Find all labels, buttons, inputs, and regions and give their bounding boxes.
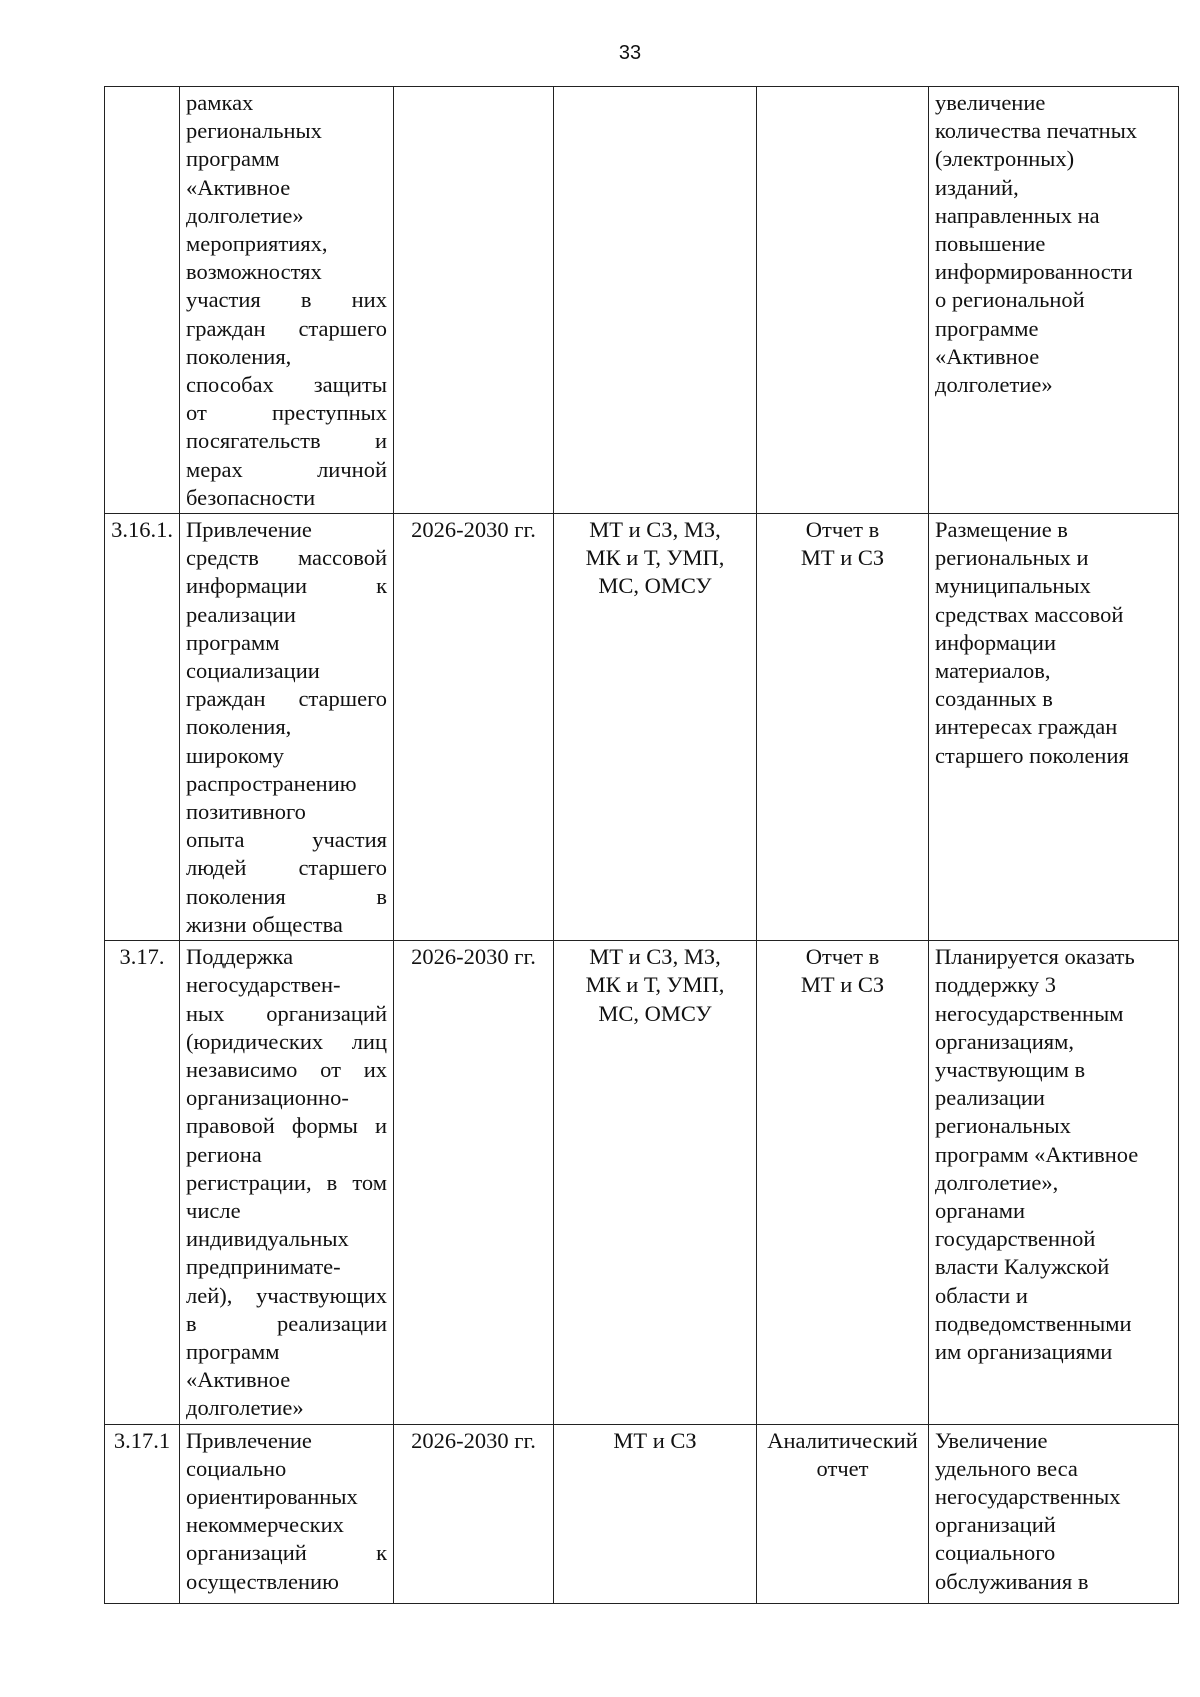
cell-text-line: МК и Т, УМП, (585, 545, 725, 571)
cell-text-line: старшего поколения (935, 742, 1129, 768)
word: способах (186, 372, 274, 398)
word: массовой (297, 545, 387, 571)
cell-text-line: Аналитический (767, 1427, 918, 1453)
cell-text-line: участвующим в (935, 1056, 1086, 1082)
cell-text-line: МС, ОМСУ (598, 1000, 712, 1026)
cell-text-line: региональных (186, 118, 322, 144)
cell-text-line: возможностях (186, 259, 322, 285)
measure-name (180, 514, 394, 941)
cell-text-line: реализации (935, 1085, 1045, 1111)
word: мерах (186, 456, 243, 482)
expected-result (929, 1424, 1179, 1603)
word: их (363, 1056, 387, 1082)
table-row (105, 941, 1179, 1424)
cell-text-line: МС, ОМСУ (598, 573, 712, 599)
cell-text-line: обслуживания в (935, 1568, 1089, 1594)
cell-text-line: программ (186, 146, 280, 172)
cell-text-line (186, 685, 387, 713)
cell-text-line (186, 427, 387, 455)
cell-text-line (186, 315, 387, 343)
cell-text-line: о региональной (935, 287, 1085, 313)
cell-text-line: Отчет в (805, 517, 880, 543)
word: защиты (313, 372, 387, 398)
responsible-executors (554, 514, 757, 941)
cell-text-line: удельного веса (935, 1455, 1078, 1481)
row-number: 3.17. (105, 941, 180, 1424)
word: средств (186, 545, 259, 571)
expected-result (929, 514, 1179, 941)
report-form (757, 87, 929, 514)
cell-text-line (186, 826, 387, 854)
word: поколения (186, 883, 286, 909)
cell-text-line: Привлечение (186, 1427, 312, 1453)
expected-result (929, 941, 1179, 1424)
word: от (186, 400, 207, 426)
cell-text-line: (электронных) (935, 146, 1075, 172)
implementation-period: 2026-2030 гг. (394, 514, 554, 941)
cell-text-line: индивидуальных (186, 1226, 349, 1252)
cell-text-line: поколения, (186, 714, 292, 740)
cell-text-line: позитивного (186, 799, 306, 825)
word: правовой (186, 1113, 275, 1139)
table-row (105, 1424, 1179, 1603)
cell-text-line: долголетие» (186, 202, 304, 228)
responsible-executors (554, 1424, 757, 1603)
report-form (757, 514, 929, 941)
cell-text-line: мероприятиях, (186, 231, 328, 257)
cell-text-line: направленных на (935, 202, 1100, 228)
cell-text-line: региона (186, 1141, 262, 1167)
word: граждан (186, 315, 266, 341)
cell-text-line (186, 883, 387, 911)
cell-text-line: «Активное (186, 1367, 291, 1393)
word: организаций (266, 1000, 387, 1026)
cell-text-line (186, 371, 387, 399)
cell-text-line: Отчет в (805, 944, 880, 970)
cell-text-line (186, 1282, 387, 1310)
cell-text-line: негосударственным (935, 1000, 1124, 1026)
word: граждан (186, 686, 266, 712)
cell-text-line: долголетие», (935, 1169, 1059, 1195)
word: от (320, 1056, 341, 1082)
measure-name (180, 1424, 394, 1603)
cell-text-line: власти Калужской (935, 1254, 1110, 1280)
word: к (376, 573, 387, 599)
cell-text-line (186, 1000, 387, 1028)
word: в (300, 287, 312, 313)
cell-text-line: повышение (935, 231, 1046, 257)
row-number: 3.17.1 (105, 1424, 180, 1603)
cell-text-line: средствах массовой (935, 601, 1124, 627)
word: участвующих (256, 1282, 387, 1308)
cell-text-line: рамках (186, 90, 254, 115)
word: старшего (298, 686, 387, 712)
cell-text-line: МТ и СЗ, МЗ, (589, 944, 721, 970)
cell-text-line: долголетие» (186, 1395, 304, 1421)
cell-text-line (186, 1310, 387, 1338)
word: ных (186, 1000, 225, 1026)
cell-text-line: поколения, (186, 343, 292, 369)
row-number: 3.16.1. (105, 514, 180, 941)
cell-text-line: государственной (935, 1226, 1096, 1252)
word: старшего (298, 855, 387, 881)
word: регистрации, (186, 1169, 312, 1195)
cell-text-line: МТ и СЗ (800, 972, 885, 998)
cell-text-line: МТ и СЗ (800, 545, 885, 571)
cell-text-line: Привлечение (186, 517, 312, 543)
cell-text-line: области и (935, 1282, 1028, 1308)
cell-text-line: социализации (186, 658, 320, 684)
implementation-period: 2026-2030 гг. (394, 941, 554, 1424)
cell-text-line: программ (186, 629, 280, 655)
cell-text-line: жизни общества (186, 911, 343, 937)
cell-text-line: изданий, (935, 174, 1019, 200)
implementation-period (394, 87, 554, 514)
word: в (186, 1310, 197, 1336)
cell-text-line: им организациями (935, 1338, 1113, 1364)
measure-name (180, 87, 394, 514)
cell-text-line: подведомственными (935, 1310, 1132, 1336)
table-row (105, 87, 1179, 514)
cell-text-line: предпринимате- (186, 1254, 341, 1280)
cell-text-line: МК и Т, УМП, (585, 972, 725, 998)
cell-text-line: органами (935, 1197, 1026, 1223)
word: преступных (271, 400, 387, 426)
cell-text-line: некоммерческих (186, 1512, 344, 1538)
word: посягательств (186, 428, 321, 454)
cell-text-line: материалов, (935, 658, 1051, 684)
cell-text-line: долголетие» (935, 372, 1053, 398)
cell-text-line: осуществлению (186, 1568, 339, 1594)
word: том (352, 1169, 387, 1195)
cell-text-line: реализации (186, 601, 296, 627)
cell-text-line: негосударствен- (186, 972, 341, 998)
cell-text-line: информации (935, 629, 1057, 655)
cell-text-line: широкому (186, 742, 284, 768)
expected-result (929, 87, 1179, 514)
cell-text-line: региональных (935, 1113, 1071, 1139)
cell-text-line: программ (186, 1338, 280, 1364)
cell-text-line: программе (935, 315, 1039, 341)
word: людей (186, 855, 247, 881)
cell-text-line (186, 854, 387, 882)
table-row (105, 514, 1179, 941)
cell-text-line: программ «Активное (935, 1141, 1139, 1167)
cell-text-line: муниципальных (935, 573, 1091, 599)
word: информации (186, 573, 308, 599)
cell-text-line: увеличение (935, 90, 1046, 115)
word: старшего (298, 315, 387, 341)
cell-text-line (186, 1539, 387, 1567)
cell-text-line: распространению (186, 770, 357, 796)
cell-text-line: Увеличение (935, 1427, 1048, 1453)
cell-text-line (186, 1169, 387, 1197)
word: личной (317, 456, 387, 482)
cell-text-line: числе (186, 1197, 241, 1223)
word: независимо (186, 1056, 298, 1082)
cell-text-line: МТ и СЗ (613, 1427, 697, 1453)
cell-text-line (186, 1056, 387, 1084)
cell-text-line: негосударственных (935, 1483, 1121, 1509)
word: организаций (186, 1540, 307, 1566)
word: и (374, 1113, 387, 1139)
word: лей), (186, 1282, 233, 1308)
word: участия (186, 287, 261, 313)
cell-text-line: МТ и СЗ, МЗ, (589, 517, 721, 543)
cell-text-line: Планируется оказать (935, 944, 1135, 970)
report-form (757, 1424, 929, 1603)
cell-text-line: социального (935, 1540, 1056, 1566)
word: к (376, 1540, 387, 1566)
cell-text-line: ориентированных (186, 1483, 358, 1509)
cell-text-line (186, 544, 387, 572)
cell-text-line: организациям, (935, 1028, 1074, 1054)
cell-text-line (186, 572, 387, 600)
cell-text-line: «Активное (186, 174, 291, 200)
word: формы (291, 1113, 358, 1139)
cell-text-line: социально (186, 1455, 287, 1481)
page-number: 33 (618, 42, 642, 64)
cell-text-line: количества печатных (935, 118, 1138, 144)
cell-text-line (186, 1112, 387, 1140)
cell-text-line (186, 399, 387, 427)
cell-text-line: организационно- (186, 1085, 349, 1111)
cell-text-line: информированности (935, 259, 1133, 285)
cell-text-line: Размещение в (935, 517, 1068, 543)
word: опыта (186, 827, 245, 853)
cell-text-line: поддержку 3 (935, 972, 1057, 998)
cell-text-line: организаций (935, 1512, 1056, 1538)
measure-name (180, 941, 394, 1424)
implementation-period: 2026-2030 гг. (394, 1424, 554, 1603)
word: них (351, 287, 387, 313)
cell-text-line (186, 456, 387, 484)
cell-text-line: созданных в (935, 686, 1053, 712)
word: лиц (351, 1028, 387, 1054)
cell-text-line: интересах граждан (935, 714, 1118, 740)
row-number (105, 87, 180, 514)
word: и (374, 428, 387, 454)
measures-table (104, 86, 1179, 1604)
cell-text-line: отчет (816, 1455, 869, 1481)
word: участия (312, 827, 387, 853)
word: в (326, 1169, 338, 1195)
word: реализации (277, 1310, 387, 1336)
cell-text-line: «Активное (935, 343, 1040, 369)
cell-text-line: безопасности (186, 484, 316, 510)
responsible-executors (554, 87, 757, 514)
responsible-executors (554, 941, 757, 1424)
report-form (757, 941, 929, 1424)
word: в (376, 883, 387, 909)
word: (юридических (186, 1028, 324, 1054)
cell-text-line: региональных и (935, 545, 1089, 571)
cell-text-line (186, 286, 387, 314)
cell-text-line: Поддержка (186, 944, 294, 970)
cell-text-line (186, 1028, 387, 1056)
